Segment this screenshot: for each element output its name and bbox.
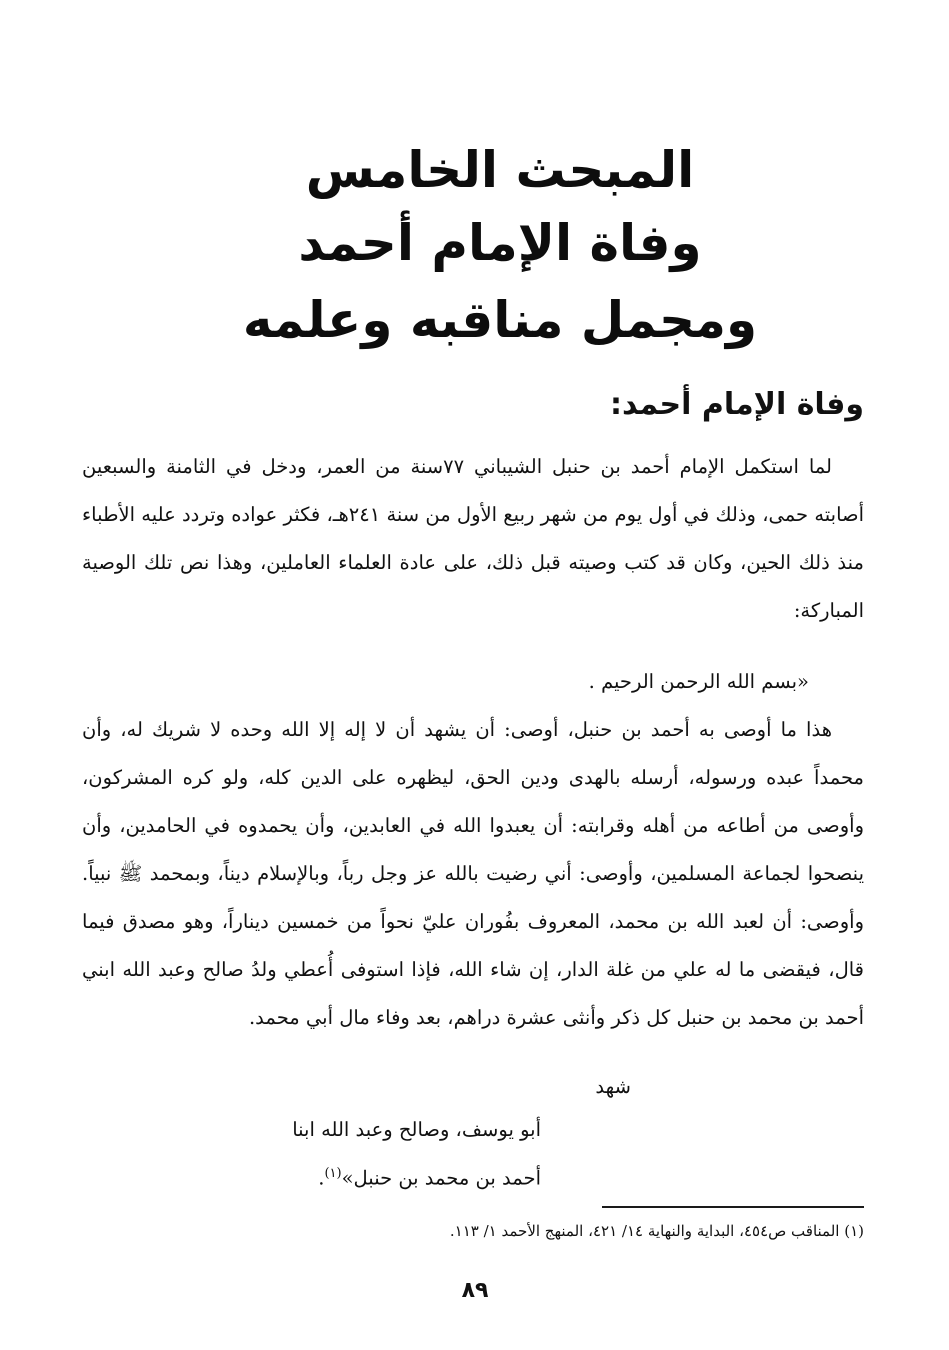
will-paragraph: هذا ما أوصى به أحمد بن حنبل، أوصى: أن يشهد أن لا إله إلا الله وحده لا شريك له، وأن محمداً عبده ورسوله، أرسله بالهدى ودين الحق، ليظهره على الدين كله، ولو كره المشركون، وأوصى من أطاعه من أهله وقرابته: أن يعبدوا الله في العابدين، وأن يحمدوه في الحامدين، وأن ينصحوا لجماعة المسلمين، وأوصى: أني رضيت بالله عز وجل رباً، وبالإسلام ديناً، وبمحمد ﷺ نبياً. وأوصى: أن لعبد الله بن محمد، المعروف بفُوران عليّ نحواً من خمسين ديناراً، وهو مصدق فيما قال، فيقضى ما له علي من غلة الدار، إن شاء الله، فإذا استوفى أُعطي ولدُ صالح وعبد الله ابني أحمد بن محمد بن حنبل كل ذكر وأنثى عشرة دراهم، بعد وفاء مال أبي محمد. <box>82 718 864 1029</box>
witness-names <box>292 1108 541 1196</box>
witness-line-2-end: . <box>318 1166 325 1190</box>
witness-line-2-text: أحمد بن محمد بن حنبل» <box>341 1166 541 1190</box>
chapter-title-line-1: المبحث الخامس <box>305 141 695 199</box>
section-heading: وفاة الإمام أحمد: <box>610 387 864 422</box>
footnote: (١) المناقب ص٤٥٤، البداية والنهاية ١٤/ ٤٢١، المنهج الأحمد ١/ ١١٣. <box>449 1222 864 1240</box>
footnote-separator <box>602 1206 864 1208</box>
basmala-line: «بسم الله الرحمن الرحيم . <box>588 670 809 693</box>
witness-label: شهد <box>595 1075 631 1098</box>
witness-line-2 <box>292 1152 541 1196</box>
chapter-title-line-2: وفاة الإمام أحمد <box>298 214 702 272</box>
footnote-reference: (١) <box>324 1166 342 1181</box>
intro-paragraph: لما استكمل الإمام أحمد بن حنبل الشيباني ٧٧سنة من العمر، ودخل في الثامنة والسبعين أصابته حمى، وذلك في أول يوم من شهر ربيع الأول من سنة ٢٤١هـ، فكثر عواده وتردد عليه الأطباء منذ ذلك الحين، وكان قد كتب وصيته قبل ذلك، على عادة العلماء العاملين، وهذا نص تلك الوصية المباركة: <box>82 455 865 622</box>
chapter-title-line-3: ومجمل مناقبه وعلمه <box>242 291 758 349</box>
witness-line-1: أبو يوسف، وصالح وعبد الله ابنا <box>292 1118 541 1141</box>
page-number: ٨٩ <box>461 1278 489 1303</box>
